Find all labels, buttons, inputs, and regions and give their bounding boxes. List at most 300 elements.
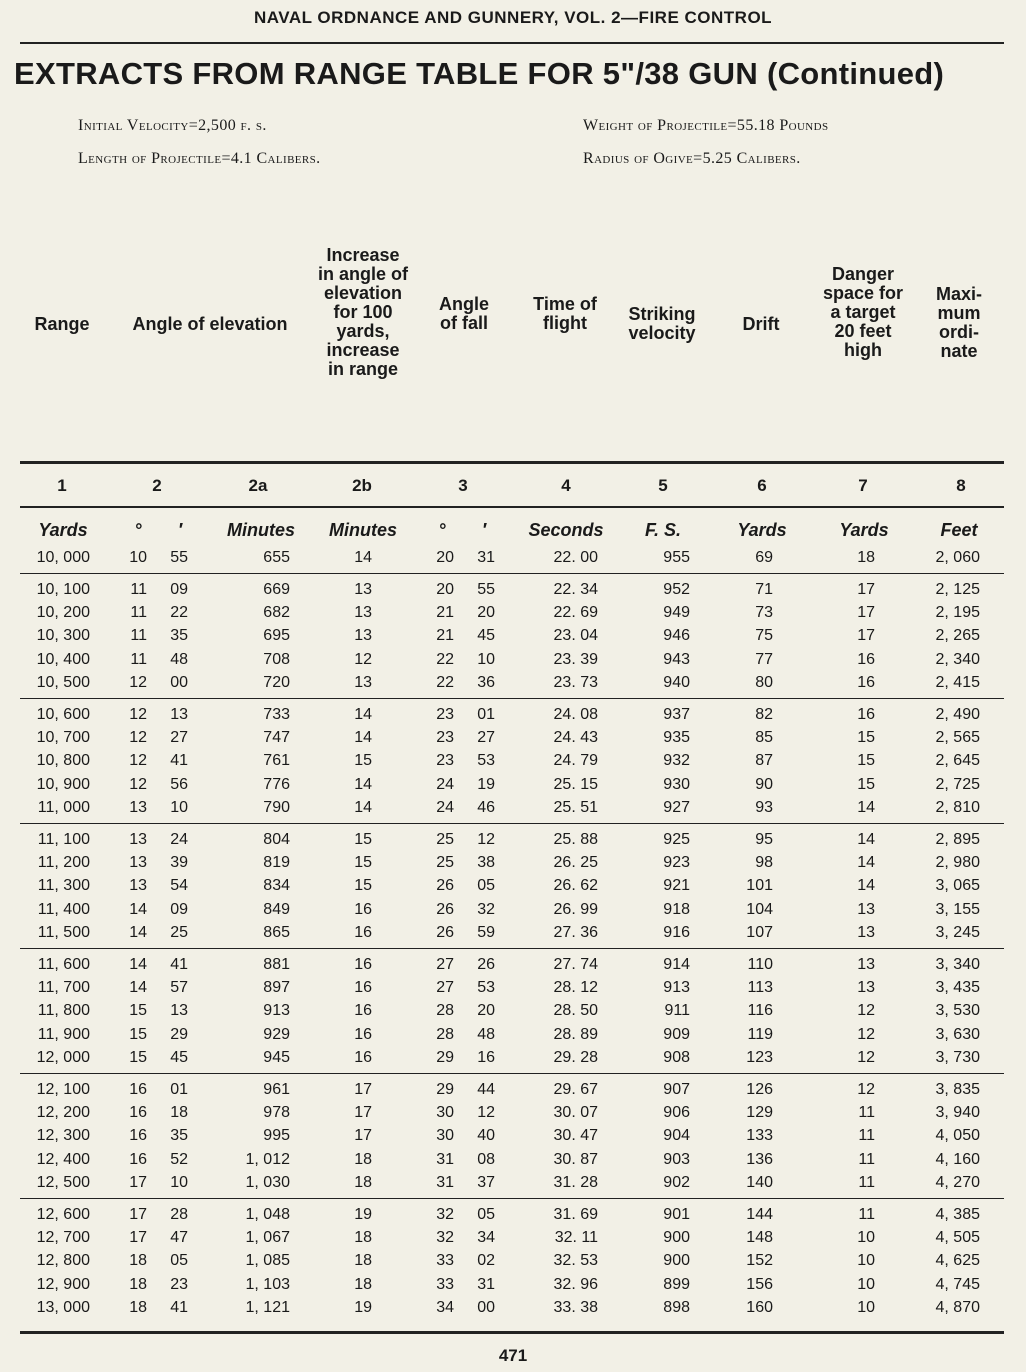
drift-cell: 71 [755, 580, 773, 598]
danger-cell: 15 [857, 752, 875, 770]
elevation-min-cell: 29 [170, 1025, 188, 1043]
range-cell: 11, 200 [37, 854, 90, 872]
increase-2a-cell: 655 [263, 549, 290, 566]
danger-cell: 11 [858, 1174, 875, 1191]
velocity-cell: 906 [663, 1104, 690, 1122]
increase-2a-cell: 761 [263, 752, 290, 770]
elevation-deg-cell: 11 [130, 627, 147, 645]
drift-cell: 73 [755, 604, 773, 622]
increase-2b-cell: 18 [354, 1150, 372, 1168]
range-cell: 12, 700 [36, 1229, 90, 1247]
danger-cell: 13 [857, 924, 875, 941]
elevation-deg-cell: 13 [129, 799, 147, 816]
range-cell: 12, 800 [36, 1252, 90, 1270]
elevation-min-cell: 35 [170, 1127, 188, 1145]
elevation-min-cell: 35 [170, 627, 188, 645]
drift-cell: 113 [747, 979, 773, 997]
fall-deg-cell: 30 [436, 1104, 454, 1122]
fall-deg-cell: 31 [436, 1150, 454, 1168]
increase-2b-cell: 13 [354, 627, 372, 645]
range-cell: 12, 600 [36, 1205, 90, 1223]
time-cell: 23. 39 [553, 650, 598, 668]
increase-2a-cell: 865 [263, 924, 290, 941]
fall-deg-cell: 24 [436, 799, 454, 816]
fall-min-cell: 48 [477, 1025, 495, 1043]
velocity-cell: 914 [663, 955, 690, 973]
drift-cell: 133 [746, 1127, 773, 1145]
header-drift: Drift [742, 314, 780, 334]
increase-2b-cell: 16 [354, 1049, 372, 1066]
elevation-deg-cell: 15 [129, 1025, 147, 1043]
elevation-min-cell: 05 [170, 1252, 188, 1270]
unit-elevation-deg: ° [134, 520, 142, 540]
increase-2a-cell: 819 [263, 854, 290, 872]
ordinate-cell: 3, 065 [935, 877, 980, 895]
header-rule [20, 461, 1004, 464]
page-title: EXTRACTS FROM RANGE TABLE FOR 5"/38 GUN (Continued) [14, 56, 945, 91]
velocity-cell: 913 [663, 979, 690, 997]
velocity-cell: 925 [663, 830, 690, 848]
ordinate-cell: 2, 980 [935, 854, 980, 872]
increase-2a-cell: 881 [263, 955, 290, 973]
increase-2a-cell: 945 [263, 1049, 290, 1066]
increase-2a-cell: 1, 103 [245, 1275, 290, 1293]
ordinate-cell: 2, 125 [935, 580, 980, 598]
danger-cell: 16 [857, 705, 875, 723]
velocity-cell: 900 [663, 1229, 690, 1247]
danger-cell: 14 [857, 830, 875, 848]
fall-min-cell: 26 [477, 955, 495, 973]
time-cell: 28. 12 [553, 979, 598, 997]
fall-min-cell: 20 [477, 1002, 495, 1020]
colnum-8: 8 [956, 476, 966, 495]
danger-cell: 10 [857, 1299, 875, 1316]
page-number: 471 [498, 1346, 528, 1365]
time-cell: 23. 73 [553, 674, 598, 691]
drift-cell: 119 [747, 1025, 773, 1043]
time-cell: 30. 47 [553, 1127, 598, 1145]
increase-2b-cell: 17 [354, 1080, 372, 1098]
danger-cell: 12 [857, 1002, 875, 1020]
range-cell: 11, 500 [37, 924, 90, 941]
elevation-min-cell: 39 [170, 854, 188, 872]
drift-cell: 85 [755, 729, 773, 747]
time-cell: 32. 53 [553, 1252, 598, 1270]
increase-2a-cell: 747 [263, 729, 290, 747]
elevation-deg-cell: 11 [130, 650, 147, 668]
velocity-cell: 949 [663, 604, 690, 622]
increase-2b-cell: 14 [354, 729, 372, 747]
time-cell: 25. 88 [553, 830, 598, 848]
time-cell: 25. 15 [553, 775, 598, 793]
time-cell: 24. 43 [553, 729, 598, 747]
drift-cell: 104 [746, 900, 773, 918]
elevation-deg-cell: 17 [129, 1229, 147, 1247]
drift-cell: 80 [755, 674, 773, 691]
velocity-cell: 940 [663, 674, 690, 691]
drift-cell: 160 [746, 1299, 773, 1316]
velocity-cell: 918 [663, 900, 690, 918]
colnum-5: 5 [658, 476, 668, 495]
increase-2a-cell: 1, 048 [245, 1205, 290, 1223]
velocity-cell: 901 [663, 1205, 690, 1223]
velocity-cell: 909 [663, 1025, 690, 1043]
elevation-min-cell: 27 [170, 729, 188, 747]
radius-of-ogive: Radius of Ogive=5.25 Calibers. [583, 150, 801, 167]
elevation-min-cell: 47 [170, 1229, 188, 1247]
time-cell: 30. 87 [553, 1150, 598, 1168]
ordinate-cell: 2, 895 [935, 830, 980, 848]
unit-ordinate: Feet [940, 520, 978, 540]
ordinate-cell: 3, 245 [935, 924, 980, 941]
danger-cell: 17 [857, 604, 875, 622]
increase-2b-cell: 13 [354, 674, 372, 691]
elevation-min-cell: 18 [170, 1104, 188, 1122]
elevation-min-cell: 54 [170, 877, 188, 895]
fall-min-cell: 10 [477, 650, 495, 668]
time-cell: 28. 50 [553, 1002, 598, 1020]
group-divider [20, 698, 1004, 700]
range-cell: 12, 500 [36, 1174, 90, 1191]
header-increase-angle: Increase in angle of elevation for 100 yards, increase in range [318, 245, 408, 379]
elevation-min-cell: 25 [170, 924, 188, 941]
increase-2a-cell: 897 [263, 979, 290, 997]
time-cell: 28. 89 [553, 1025, 598, 1043]
time-cell: 31. 28 [553, 1174, 598, 1191]
group-divider [20, 948, 1004, 950]
drift-cell: 82 [755, 705, 773, 723]
fall-min-cell: 37 [477, 1174, 495, 1191]
elevation-min-cell: 01 [170, 1080, 188, 1098]
danger-cell: 16 [857, 674, 875, 691]
drift-cell: 140 [746, 1174, 773, 1191]
colnum-2b: 2b [352, 476, 372, 495]
increase-2a-cell: 929 [263, 1025, 290, 1043]
fall-deg-cell: 33 [436, 1252, 454, 1270]
ordinate-cell: 3, 340 [935, 955, 980, 973]
increase-2a-cell: 804 [263, 830, 290, 848]
danger-cell: 11 [858, 1127, 875, 1145]
fall-min-cell: 36 [477, 674, 495, 691]
ordinate-cell: 2, 195 [935, 604, 980, 622]
increase-2a-cell: 978 [263, 1104, 290, 1122]
drift-cell: 107 [746, 924, 773, 941]
increase-2b-cell: 17 [354, 1104, 372, 1122]
increase-2a-cell: 1, 067 [245, 1229, 290, 1247]
elevation-min-cell: 10 [170, 1174, 188, 1191]
drift-cell: 126 [746, 1080, 773, 1098]
range-cell: 11, 400 [37, 900, 90, 918]
velocity-cell: 923 [663, 854, 690, 872]
velocity-cell: 952 [663, 580, 690, 598]
danger-cell: 11 [858, 1104, 875, 1122]
fall-deg-cell: 20 [436, 580, 454, 598]
increase-2b-cell: 16 [354, 979, 372, 997]
elevation-deg-cell: 18 [129, 1252, 147, 1270]
velocity-cell: 937 [663, 705, 690, 723]
increase-2b-cell: 16 [354, 955, 372, 973]
colnum-4: 4 [561, 476, 571, 495]
header-angle-of-fall: Angle of fall [438, 294, 489, 333]
ordinate-cell: 3, 155 [935, 900, 980, 918]
increase-2a-cell: 834 [263, 877, 290, 895]
drift-cell: 75 [755, 627, 773, 645]
elevation-deg-cell: 13 [129, 830, 147, 848]
time-cell: 27. 36 [553, 924, 598, 941]
group-divider [20, 823, 1004, 825]
range-cell: 10, 400 [36, 650, 90, 668]
range-cell: 11, 800 [37, 1002, 90, 1020]
fall-deg-cell: 31 [436, 1174, 454, 1191]
elevation-min-cell: 13 [170, 705, 188, 723]
range-cell: 11, 000 [37, 799, 90, 816]
range-cell: 10, 500 [36, 674, 90, 691]
elevation-min-cell: 00 [170, 674, 188, 691]
unit-elevation-min: ′ [177, 520, 183, 540]
fall-min-cell: 05 [477, 1205, 495, 1223]
time-cell: 26. 99 [553, 900, 598, 918]
velocity-cell: 903 [663, 1150, 690, 1168]
time-cell: 29. 28 [553, 1049, 598, 1066]
ordinate-cell: 2, 415 [935, 674, 980, 691]
danger-cell: 14 [857, 799, 875, 816]
increase-2b-cell: 18 [354, 1275, 372, 1293]
danger-cell: 11 [858, 1205, 875, 1223]
drift-cell: 110 [747, 955, 773, 973]
increase-2b-cell: 16 [354, 1002, 372, 1020]
elevation-deg-cell: 18 [129, 1299, 147, 1316]
increase-2a-cell: 669 [263, 580, 290, 598]
velocity-cell: 904 [663, 1127, 690, 1145]
drift-cell: 156 [746, 1275, 773, 1293]
increase-2a-cell: 682 [263, 604, 290, 622]
fall-deg-cell: 20 [436, 549, 454, 566]
drift-cell: 123 [746, 1049, 773, 1066]
increase-2b-cell: 15 [354, 830, 372, 848]
fall-deg-cell: 21 [436, 604, 454, 622]
time-cell: 24. 79 [553, 752, 598, 770]
elevation-deg-cell: 14 [129, 955, 147, 973]
velocity-cell: 935 [663, 729, 690, 747]
elevation-min-cell: 41 [170, 1299, 188, 1316]
elevation-deg-cell: 14 [129, 979, 147, 997]
increase-2b-cell: 15 [354, 854, 372, 872]
danger-cell: 10 [857, 1252, 875, 1270]
increase-2b-cell: 17 [354, 1127, 372, 1145]
velocity-cell: 898 [663, 1299, 690, 1316]
range-cell: 11, 300 [37, 877, 90, 895]
ordinate-cell: 4, 505 [935, 1229, 980, 1247]
time-cell: 23. 04 [553, 627, 598, 645]
fall-min-cell: 05 [477, 877, 495, 895]
ordinate-cell: 4, 625 [935, 1252, 980, 1270]
danger-cell: 11 [858, 1150, 875, 1168]
fall-deg-cell: 29 [436, 1080, 454, 1098]
unit-range: Yards [38, 520, 88, 540]
increase-2a-cell: 1, 121 [245, 1299, 290, 1316]
range-cell: 10, 800 [36, 752, 90, 770]
drift-cell: 77 [755, 650, 773, 668]
weight-of-projectile: Weight of Projectile=55.18 Pounds [583, 117, 829, 134]
fall-min-cell: 45 [477, 627, 495, 645]
fall-min-cell: 08 [477, 1150, 495, 1168]
increase-2a-cell: 790 [263, 799, 290, 816]
elevation-deg-cell: 17 [129, 1205, 147, 1223]
range-cell: 12, 200 [36, 1104, 90, 1122]
running-head: NAVAL ORDNANCE AND GUNNERY, VOL. 2—FIRE CONTROL [253, 8, 773, 27]
elevation-min-cell: 10 [170, 799, 188, 816]
colnum-2: 2 [152, 476, 162, 495]
fall-min-cell: 31 [477, 549, 495, 566]
velocity-cell: 900 [663, 1252, 690, 1270]
group-divider [20, 1073, 1004, 1075]
danger-cell: 12 [857, 1080, 875, 1098]
elevation-min-cell: 55 [170, 549, 188, 566]
elevation-min-cell: 57 [170, 979, 188, 997]
colnum-1: 1 [57, 476, 67, 495]
danger-cell: 10 [857, 1229, 875, 1247]
increase-2b-cell: 19 [354, 1299, 372, 1316]
fall-min-cell: 32 [477, 900, 495, 918]
fall-deg-cell: 28 [436, 1025, 454, 1043]
fall-min-cell: 02 [477, 1252, 495, 1270]
ordinate-cell: 4, 870 [935, 1299, 980, 1316]
danger-cell: 17 [857, 580, 875, 598]
ordinate-cell: 2, 265 [935, 627, 980, 645]
initial-velocity: Initial Velocity=2,500 f. s. [78, 117, 267, 134]
colnum-7: 7 [858, 476, 868, 495]
fall-min-cell: 59 [477, 924, 495, 941]
range-cell: 11, 600 [37, 955, 90, 973]
fall-min-cell: 53 [477, 752, 495, 770]
danger-cell: 14 [857, 854, 875, 872]
danger-cell: 13 [857, 979, 875, 997]
ordinate-cell: 3, 940 [935, 1104, 980, 1122]
ordinate-cell: 2, 060 [935, 549, 980, 566]
time-cell: 22. 00 [553, 549, 598, 566]
elevation-min-cell: 56 [170, 775, 188, 793]
unit-fall-min: ′ [481, 520, 487, 540]
increase-2a-cell: 708 [263, 650, 290, 668]
drift-cell: 129 [746, 1104, 773, 1122]
increase-2b-cell: 13 [354, 580, 372, 598]
ordinate-cell: 4, 160 [935, 1150, 980, 1168]
increase-2a-cell: 913 [263, 1002, 290, 1020]
drift-cell: 152 [746, 1252, 773, 1270]
range-cell: 11, 100 [37, 830, 90, 848]
ordinate-cell: 2, 565 [935, 729, 980, 747]
elevation-deg-cell: 16 [129, 1104, 147, 1122]
danger-cell: 15 [857, 775, 875, 793]
elevation-deg-cell: 15 [129, 1049, 147, 1066]
group-divider [20, 573, 1004, 575]
elevation-deg-cell: 15 [129, 1002, 147, 1020]
fall-min-cell: 31 [477, 1275, 495, 1293]
velocity-cell: 930 [663, 775, 690, 793]
elevation-deg-cell: 12 [129, 775, 147, 793]
header-time-of-flight: Time of flight [533, 294, 597, 333]
drift-cell: 136 [746, 1150, 773, 1168]
fall-deg-cell: 23 [436, 705, 454, 723]
increase-2a-cell: 720 [263, 674, 290, 691]
elevation-deg-cell: 16 [129, 1080, 147, 1098]
fall-min-cell: 27 [477, 729, 495, 747]
increase-2a-cell: 1, 030 [245, 1174, 290, 1191]
danger-cell: 13 [857, 955, 875, 973]
unit-drift: Yards [737, 520, 787, 540]
header-danger-space: Danger space for a target 20 feet high [822, 264, 904, 360]
increase-2b-cell: 15 [354, 877, 372, 895]
danger-cell: 12 [857, 1049, 875, 1066]
drift-cell: 93 [755, 799, 773, 816]
fall-min-cell: 40 [477, 1127, 495, 1145]
increase-2b-cell: 14 [354, 705, 372, 723]
fall-min-cell: 20 [477, 604, 495, 622]
drift-cell: 98 [755, 854, 773, 872]
elevation-min-cell: 41 [170, 752, 188, 770]
fall-deg-cell: 23 [436, 729, 454, 747]
range-cell: 11, 900 [37, 1025, 90, 1043]
unit-2b: Minutes [328, 520, 397, 540]
velocity-cell: 911 [664, 1002, 690, 1020]
fall-deg-cell: 26 [436, 924, 454, 941]
elevation-deg-cell: 18 [129, 1275, 147, 1293]
fall-deg-cell: 28 [436, 1002, 454, 1020]
unit-2a: Minutes [226, 520, 295, 540]
elevation-deg-cell: 11 [130, 580, 147, 598]
drift-cell: 90 [755, 775, 773, 793]
range-cell: 12, 900 [36, 1275, 90, 1293]
drift-cell: 116 [747, 1002, 773, 1020]
fall-deg-cell: 32 [436, 1229, 454, 1247]
increase-2b-cell: 18 [354, 1229, 372, 1247]
fall-min-cell: 12 [477, 1104, 495, 1122]
range-cell: 12, 300 [36, 1127, 90, 1145]
velocity-cell: 955 [663, 549, 690, 566]
time-cell: 32. 11 [554, 1229, 598, 1247]
range-cell: 12, 400 [36, 1150, 90, 1168]
time-cell: 32. 96 [553, 1275, 598, 1293]
elevation-deg-cell: 16 [129, 1127, 147, 1145]
fall-deg-cell: 22 [436, 674, 454, 691]
range-cell: 12, 000 [36, 1049, 90, 1066]
time-cell: 31. 69 [553, 1205, 598, 1223]
increase-2b-cell: 14 [354, 775, 372, 793]
velocity-cell: 921 [663, 877, 690, 895]
ordinate-cell: 3, 435 [935, 979, 980, 997]
elevation-deg-cell: 12 [129, 752, 147, 770]
fall-min-cell: 38 [477, 854, 495, 872]
increase-2a-cell: 995 [263, 1127, 290, 1145]
elevation-min-cell: 24 [170, 830, 188, 848]
increase-2b-cell: 14 [354, 799, 372, 816]
elevation-min-cell: 52 [170, 1150, 188, 1168]
velocity-cell: 946 [663, 627, 690, 645]
time-cell: 22. 34 [553, 580, 598, 598]
header-maximum-ordinate: Maxi-mum ordi-nate [935, 284, 982, 361]
range-cell: 10, 600 [36, 705, 90, 723]
increase-2a-cell: 776 [263, 775, 290, 793]
fall-deg-cell: 34 [436, 1299, 454, 1316]
ordinate-cell: 3, 530 [935, 1002, 980, 1020]
unit-fall-deg: ° [438, 520, 446, 540]
fall-min-cell: 55 [477, 580, 495, 598]
fall-min-cell: 00 [477, 1299, 495, 1316]
range-cell: 10, 900 [36, 775, 90, 793]
fall-deg-cell: 26 [436, 900, 454, 918]
fall-deg-cell: 32 [436, 1205, 454, 1223]
increase-2a-cell: 733 [263, 705, 290, 723]
